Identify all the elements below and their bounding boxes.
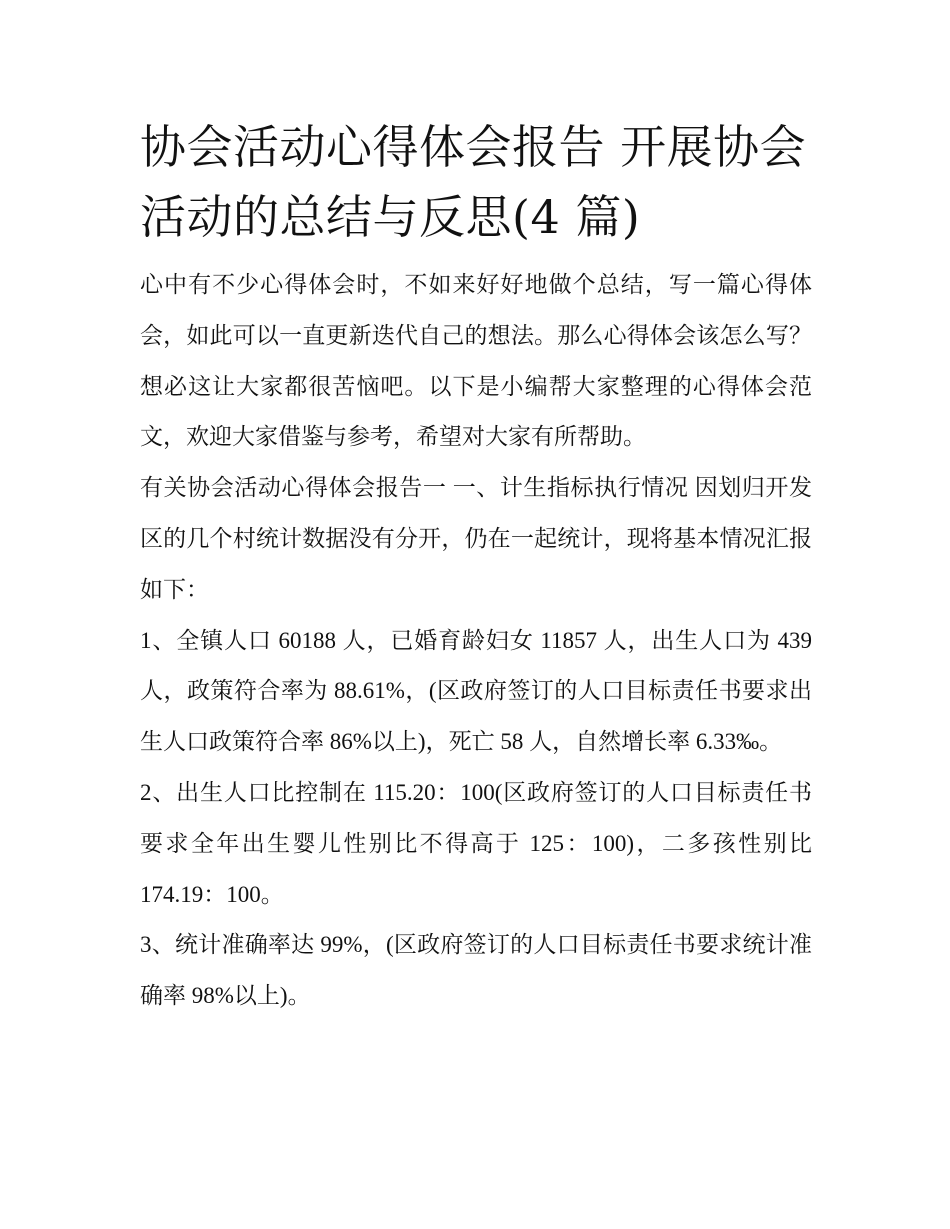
item-3-paragraph: 3、统计准确率达 99%，(区政府签订的人口目标责任书要求统计准确率 98%以上)。 <box>140 932 812 1009</box>
section-heading-paragraph: 有关协会活动心得体会报告一 一、计生指标执行情况 因划归开发区的几个村统计数据没有分开，仍在一起统计，现将基本情况汇报如下： <box>140 475 812 602</box>
item-2-paragraph: 2、出生人口比控制在 115.20：100(区政府签订的人口目标责任书要求全年出生婴儿性别比不得高于 125：100)，二多孩性别比 174.19：100。 <box>140 779 812 907</box>
intro-paragraph: 心中有不少心得体会时，不如来好好地做个总结，写一篇心得体会，如此可以一直更新迭代自己的想法。那么心得体会该怎么写？想必这让大家都很苦恼吧。以下是小编帮大家整理的心得体会范文，欢迎大家借鉴与参考，希望对大家有所帮助。 <box>140 272 812 450</box>
item-1-paragraph: 1、全镇人口 60188 人，已婚育龄妇女 11857 人，出生人口为 439 人，政策符合率为 88.61%，(区政府签订的人口目标责任书要求出生人口政策符合率 86%以上)，死亡 58 人，自然增长率 6.33‰。 <box>140 627 812 755</box>
document-title: 协会活动心得体会报告 开展协会活动的总结与反思(4 篇) <box>140 120 807 244</box>
document-body <box>140 112 812 1022</box>
